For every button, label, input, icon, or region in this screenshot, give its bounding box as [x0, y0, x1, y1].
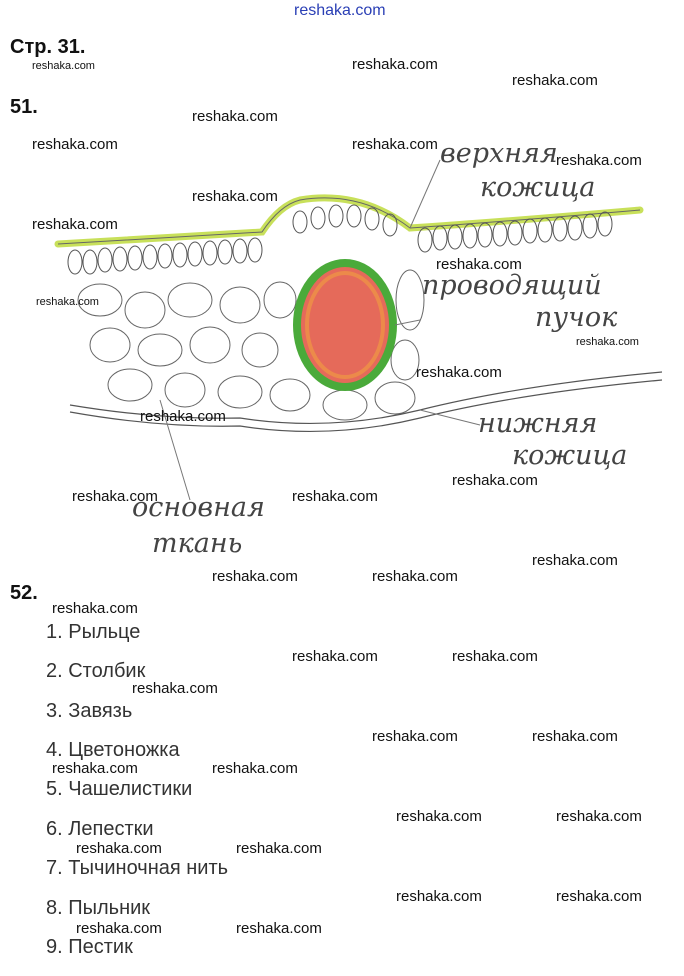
watermark: reshaka.com — [140, 408, 226, 425]
watermark: reshaka.com — [52, 600, 138, 617]
task-52-number: 52. — [10, 582, 38, 604]
watermark: reshaka.com — [556, 152, 642, 169]
label-upper-epidermis-1: верхняя — [440, 138, 558, 169]
list-item: 4. Цветоножка — [46, 739, 180, 761]
watermark: reshaka.com — [372, 728, 458, 745]
list-item: 8. Пыльник — [46, 897, 151, 919]
watermark: reshaka.com — [396, 808, 482, 825]
watermark: reshaka.com — [372, 568, 458, 585]
label-ground-tissue-2: ткань — [152, 528, 243, 559]
watermark: reshaka.com — [576, 336, 639, 348]
watermark: reshaka.com — [352, 136, 438, 153]
watermark: reshaka.com — [192, 108, 278, 125]
task-51-number: 51. — [10, 96, 38, 118]
watermark: reshaka.com — [416, 364, 502, 381]
list-item: 7. Тычиночная нить — [46, 857, 229, 879]
watermark: reshaka.com — [132, 680, 218, 697]
watermark: reshaka.com — [452, 648, 538, 665]
watermark: reshaka.com — [212, 760, 298, 777]
watermark: reshaka.com — [236, 840, 322, 857]
watermark: reshaka.com — [352, 56, 438, 73]
label-vascular-bundle-1: проводящий — [422, 270, 602, 301]
page-label: Стр. 31. — [10, 36, 86, 58]
list-item: 9. Пестик — [46, 936, 133, 958]
watermark: reshaka.com — [236, 920, 322, 937]
list-item: 1. Рыльце — [46, 621, 141, 643]
watermark: reshaka.com — [192, 188, 278, 205]
watermark: reshaka.com — [76, 920, 162, 937]
list-item: 6. Лепестки — [46, 818, 154, 840]
label-lower-epidermis-2: кожица — [512, 440, 628, 471]
watermark: reshaka.com — [52, 760, 138, 777]
list-item: 3. Завязь — [46, 700, 133, 722]
label-upper-epidermis-2: кожица — [480, 172, 596, 203]
watermark: reshaka.com — [72, 488, 158, 505]
watermark: reshaka.com — [32, 216, 118, 233]
watermark: reshaka.com — [76, 840, 162, 857]
watermark: reshaka.com — [556, 888, 642, 905]
watermark: reshaka.com — [36, 296, 99, 308]
watermark: reshaka.com — [212, 568, 298, 585]
list-item: 5. Чашелистики — [46, 778, 193, 800]
watermark: reshaka.com — [532, 552, 618, 569]
watermark: reshaka.com — [32, 60, 95, 72]
watermark: reshaka.com — [292, 488, 378, 505]
watermark: reshaka.com — [292, 648, 378, 665]
label-lower-epidermis-1: нижняя — [478, 408, 598, 439]
site-header[interactable]: reshaka.com — [294, 2, 386, 19]
label-vascular-bundle-2: пучок — [535, 302, 618, 333]
label-ground-tissue-1: основная — [132, 492, 265, 523]
watermark: reshaka.com — [396, 888, 482, 905]
watermark: reshaka.com — [32, 136, 118, 153]
watermark: reshaka.com — [436, 256, 522, 273]
watermark: reshaka.com — [532, 728, 618, 745]
list-item: 2. Столбик — [46, 660, 146, 682]
watermark: reshaka.com — [512, 72, 598, 89]
watermark: reshaka.com — [556, 808, 642, 825]
watermark: reshaka.com — [452, 472, 538, 489]
